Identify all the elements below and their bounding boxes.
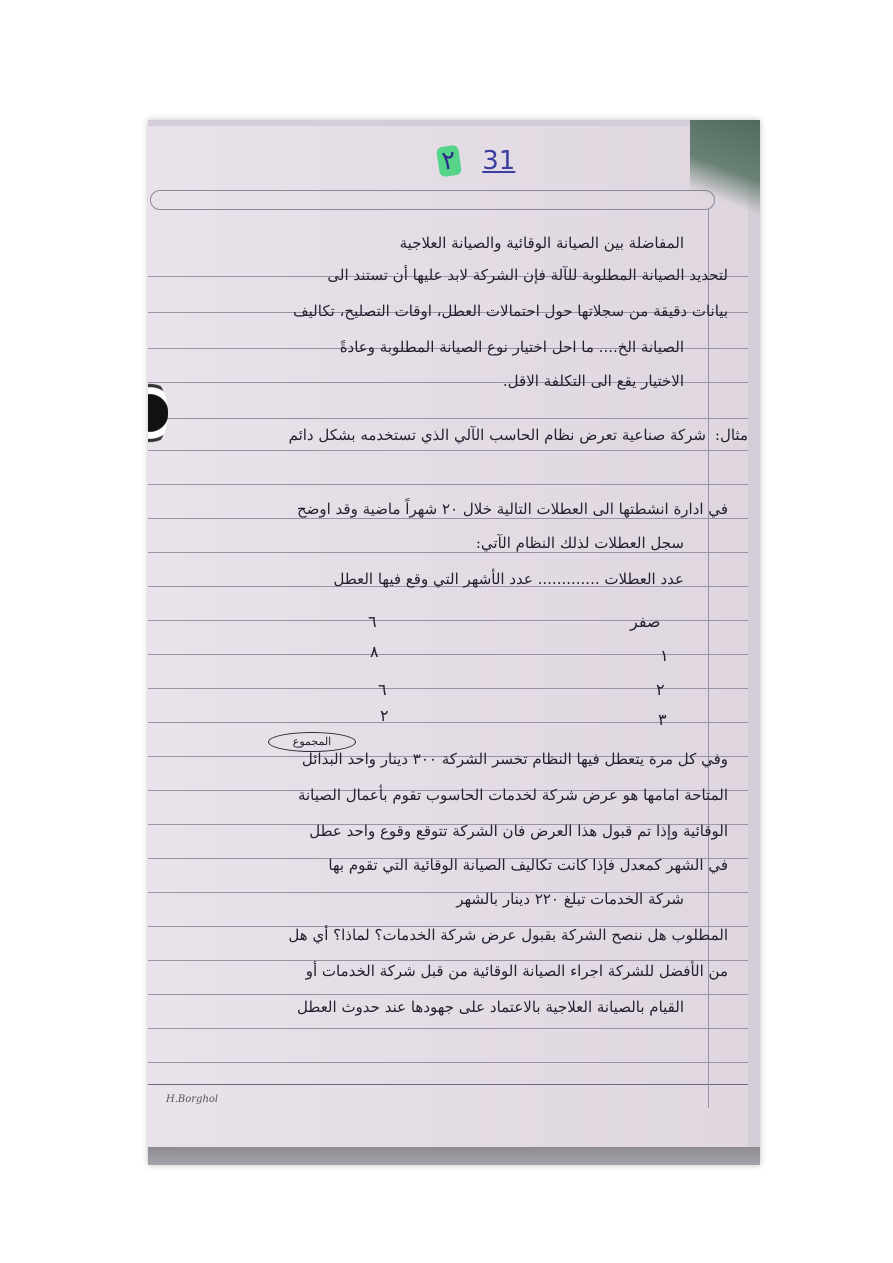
failures-cell: ٢ [656,680,665,699]
text-line: في ادارة انشطتها الى العطلات التالية خلال ٢٠ شهراً ماضية وقد اوضح [296,500,728,518]
months-cell: ٢ [380,706,389,725]
text-line: بيانات دقيقة من سجلاتها حول احتمالات العطل، اوقات التصليح، تكاليف [293,302,728,320]
notebook-brand: H.Borghol [166,1094,219,1105]
months-cell: ٦ [368,612,377,631]
page-number [438,146,515,176]
text-line: الصيانة الخ.... ما احل اختيار نوع الصيانة المطلوبة وعادةً [339,338,684,356]
text-line: سجل العطلات لذلك النظام الآتي: [475,534,684,552]
months-cell: ٨ [370,642,379,661]
text-line: وفي كل مرة يتعطل فيها النظام تخسر الشركة ٣٠٠ دينار واحد البدائل [301,750,728,768]
document-photo [148,120,760,1165]
months-cell: ٦ [378,680,387,699]
heading: المفاضلة بين الصيانة الوقائية والصيانة العلاجية [399,234,684,252]
page-number-value: 31 [482,146,516,176]
text-line: الاختيار يقع الى التكلفة الاقل. [502,372,684,390]
text-line: لتحديد الصيانة المطلوبة للآلة فإن الشركة لابد عليها أن تستند الى [327,266,728,284]
page-edge-shadow [148,1147,760,1165]
text-line: في الشهر كمعدل فإذا كانت تكاليف الصيانة الوقائية التي تقوم بها [328,856,728,874]
page-number-highlighted: ٢ [436,145,462,178]
punch-hole-shadow [148,376,168,450]
text-line: شركة الخدمات تبلغ ٢٢٠ دينار بالشهر [456,890,684,908]
background-corner [690,120,760,230]
header-band [150,190,715,210]
failures-cell: ١ [660,646,669,665]
failures-cell: ٣ [658,710,667,729]
text-line: شركة صناعية تعرض نظام الحاسب الآلي الذي تستخدمه بشكل دائم [288,426,706,444]
text-line: الوقائية وإذا تم قبول هذا العرض فان الشركة تتوقع وقوع واحد عطل [309,822,728,840]
example-label: مثال: [714,426,748,444]
oval-annotation: المجموع [268,732,356,752]
text-line: القيام بالصيانة العلاجية بالاعتماد على جهودها عند حدوث العطل [297,998,684,1016]
failures-cell: صفر [630,612,661,631]
table-header: عدد العطلات ............. عدد الأشهر التي وقع فيها العطل [333,570,684,588]
text-line: المتاحة امامها هو عرض شركة لخدمات الحاسوب تقوم بأعمال الصيانة [297,786,728,804]
notebook-page [148,126,748,1150]
text-line: المطلوب هل ننصح الشركة بقبول عرض شركة الخدمات؟ لماذا؟ أي هل [288,926,728,944]
text-line: من الأفضل للشركة اجراء الصيانة الوقائية من قبل شركة الخدمات أو [305,962,728,980]
